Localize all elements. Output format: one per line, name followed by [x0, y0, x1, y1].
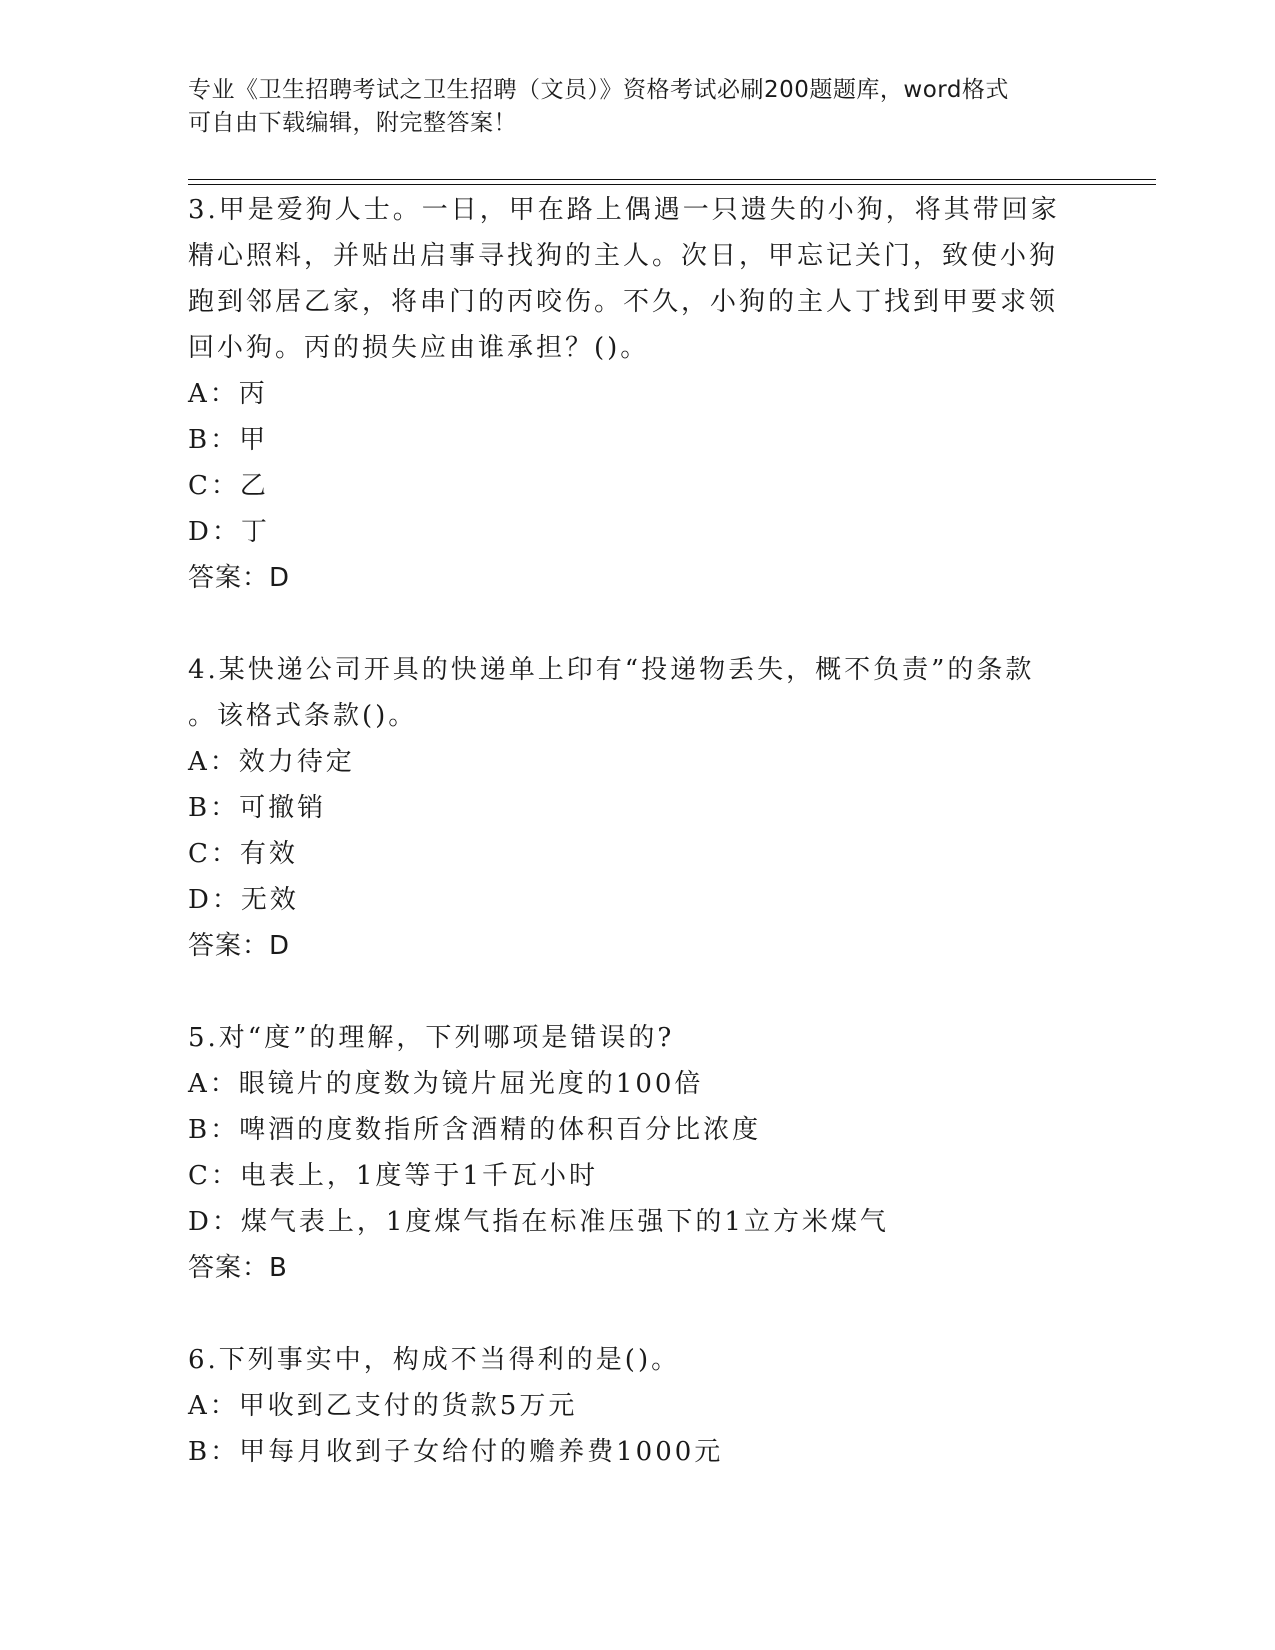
question-stem-line: 回小狗。丙的损失应由谁承担？()。: [188, 333, 650, 363]
header-divider-top: [188, 179, 1156, 180]
answer-label: 答案：D: [188, 931, 291, 961]
option-b: B：甲每月收到子女给付的赡养费1000元: [188, 1437, 724, 1467]
question-spacer: [188, 601, 1088, 647]
document-header: [188, 74, 1088, 140]
option-d: D：丁: [188, 517, 270, 547]
option-b: B：可撤销: [188, 793, 327, 823]
option-c: C：有效: [188, 839, 298, 869]
option-a: A：甲收到乙支付的货款5万元: [188, 1391, 578, 1421]
question-stem-line: 6.下列事实中，构成不当得利的是()。: [188, 1345, 681, 1375]
question-stem-line: 精心照料，并贴出启事寻找狗的主人。次日，甲忘记关门，致使小狗: [188, 241, 1059, 271]
option-a: A：丙: [188, 379, 268, 409]
option-d: D：煤气表上，1度煤气指在标准压强下的1立方米煤气: [188, 1207, 889, 1237]
option-a: A：眼镜片的度数为镜片屈光度的100倍: [188, 1069, 704, 1099]
header-line-2: 可自由下载编辑，附完整答案！: [188, 110, 517, 136]
question-3: [188, 187, 1088, 601]
option-d: D：无效: [188, 885, 299, 915]
header-divider-bottom: [188, 184, 1156, 185]
answer-label: 答案：B: [188, 1253, 288, 1283]
question-stem-line: 3.甲是爱狗人士。一日，甲在路上偶遇一只遗失的小狗，将其带回家: [188, 195, 1060, 225]
question-stem-line: 4.某快递公司开具的快递单上印有“投递物丢失，概不负责”的条款: [188, 655, 1035, 685]
option-a: A：效力待定: [188, 747, 355, 777]
option-c: C：电表上，1度等于1千瓦小时: [188, 1161, 598, 1191]
question-list: [188, 187, 1088, 1475]
question-4: [188, 647, 1088, 969]
header-line-1: 专业《卫生招聘考试之卫生招聘（文员）》资格考试必刷200题题库，word格式: [188, 77, 1009, 103]
option-b: B：啤酒的度数指所含酒精的体积百分比浓度: [188, 1115, 762, 1145]
question-stem-line: 5.对“度”的理解，下列哪项是错误的?: [188, 1023, 675, 1053]
question-spacer: [188, 969, 1088, 1015]
option-b: B：甲: [188, 425, 269, 455]
question-6: [188, 1337, 1088, 1475]
option-c: C：乙: [188, 471, 269, 501]
answer-label: 答案：D: [188, 563, 291, 593]
question-spacer: [188, 1291, 1088, 1337]
question-stem-line: 。该格式条款()。: [188, 701, 418, 731]
question-stem-line: 跑到邻居乙家，将串门的丙咬伤。不久，小狗的主人丁找到甲要求领: [188, 287, 1059, 317]
question-5: [188, 1015, 1088, 1291]
